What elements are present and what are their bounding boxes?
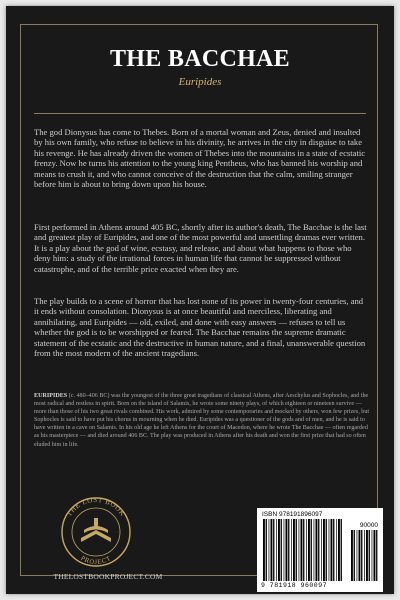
publisher-logo-icon xyxy=(48,486,144,574)
svg-text:THE LOST BOOK xyxy=(65,496,127,518)
price-code: 90000 xyxy=(359,522,378,529)
logo-text-top: THE LOST BOOK xyxy=(65,495,127,518)
price-barcode-bars xyxy=(349,530,379,581)
blurb-paragraph-1: The god Dionysus has come to Thebes. Born of a mortal woman and Zeus, denied and insulted by his own family, who refuse to believe in his divinity, he arrives in the city in disguise to take his revenge. He has already driven the women of Thebes into the mountains in a state of ecstatic frenzy. Now he turns his attention to the young king Pentheus, who has banned his worship and means to crush it, and who cannot conceive of the destruction that the calm, smiling stranger before him is about to bring down upon his house. xyxy=(34,127,366,190)
title-divider xyxy=(34,113,366,114)
blurb-paragraph-2: First performed in Athens around 405 BC, shortly after its author's death, The Bacchae is the last and greatest play of Euripides, and one of the most powerful and unsettling dramas ever written. It is a play about the god of wine, ecstasy, and release, and about what happens to those who deny him: a study of the irrational forces in human life that cannot be suppressed without catastrophe, and of the terrible price exacted when they are. xyxy=(34,222,367,274)
logo-text-bottom: PROJECT xyxy=(79,554,113,567)
back-cover xyxy=(6,6,394,594)
author-bio xyxy=(34,392,370,449)
author-bio-text: (c. 480–406 BC) was the youngest of the three great tragedians of classical Athens, after Aeschylus and Sophocles, and the most radical and restless in spirit. Born on the island of Salamis, he wrote some ninety plays, of which eighteen or nineteen survive — more than those of his two great rivals combined. His work, admired by some contemporaries and mocked by others, won few prizes, but Sophocles is said to have put his chorus in mourning when he died. Euripides was a questioner of the gods and of men, and he is said to have written in a cave on Salamis. In his old age he left Athens for the court of Macedon, where he wrote The Bacchae — often regarded as his masterpiece — and died around 406 BC. The play was produced in Athens after his death and won the first prize that had so often eluded him in life. xyxy=(34,393,370,448)
blurb-paragraph-3: The play builds to a scene of horror that has lost none of its power in twenty-four centuries, and it ends without consolation. Dionysus is at once beautiful and merciless, liberating and annihilating, and Euripides — old, exiled, and done with easy answers — refuses to tell us whether the god is to be worshipped or feared. The Bacchae remains the supreme dramatic statement of the ecstatic and the destructive in human nature, and a final, unanswerable question from the most modern of the ancient tragedians. xyxy=(34,296,366,359)
isbn-label: ISBN 978191896097 xyxy=(262,511,323,518)
book-title: THE BACCHAE xyxy=(110,46,290,72)
barcode xyxy=(257,508,383,592)
book-author: Euripides xyxy=(178,76,222,88)
author-bio-name: EURIPIDES xyxy=(34,393,68,399)
publisher-website: THELOSTBOOKPROJECT.COM xyxy=(53,572,163,581)
barcode-digits: 9 781918 960097 xyxy=(261,582,328,589)
isbn-barcode-bars xyxy=(261,519,345,581)
